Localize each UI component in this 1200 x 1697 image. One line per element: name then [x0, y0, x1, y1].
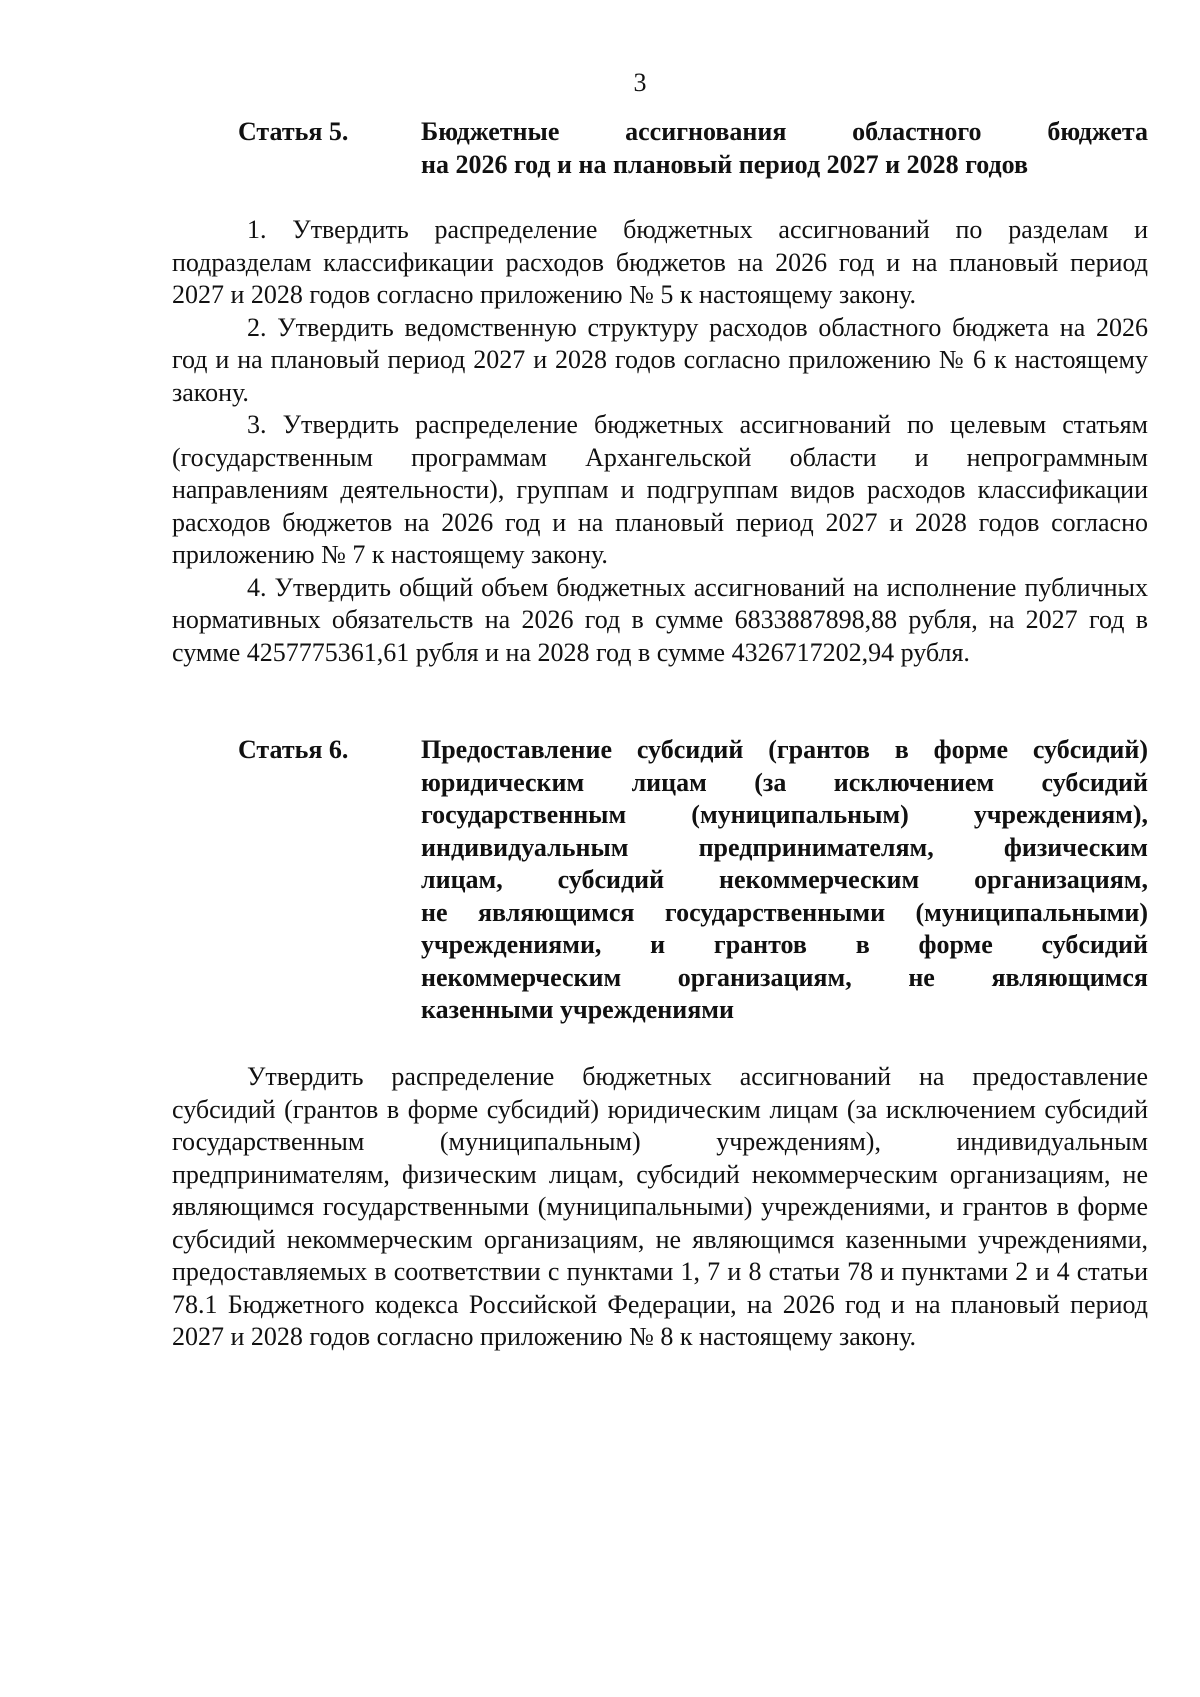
article-5-title — [421, 116, 1148, 181]
article-6-label: Статья 6. — [238, 735, 349, 764]
article-6-title-line: индивидуальным предпринимателям, физическим — [421, 832, 1148, 862]
article-6-title — [421, 734, 1148, 1027]
article-5-paragraph-3: 3. Утвердить распределение бюджетных ассигнований по целевым статьям (государственным программам Архангельской области и непрограммным направлениям деятельности), группам и подгруппам видов расходов классификации расходов бюджетов на 2026 год и на плановый период 2027 и 2028 годов согласно приложению № 7 к настоящему закону. — [172, 410, 1148, 569]
article-5-body — [172, 214, 1148, 669]
article-6-title-line: государственным (муниципальным) учреждениям), — [421, 800, 1148, 829]
article-6-title-line: некоммерческим организациям, не являющимся — [421, 962, 1148, 992]
article-5-title-line: на 2026 год и на плановый период 2027 и 2028 годов — [421, 149, 1029, 179]
article-6-title-line: не являющимся государственными (муниципальными) — [421, 897, 1148, 927]
article-6-body — [172, 1061, 1148, 1354]
article-5-label: Статья 5. — [238, 117, 349, 146]
article-6-heading — [238, 734, 1148, 1027]
article-6-title-line: учреждениями, и грантов в форме субсидий — [421, 930, 1148, 959]
article-6-paragraph-1: Утвердить распределение бюджетных ассигнований на предоставление субсидий (грантов в форме субсидий) юридическим лицам (за исключением субсидий государственным (муниципальным) учреждениям), индивидуальным предпринимателям, физическим лицам, субсидий некоммерческим организациям, не являющимся государственными (муниципальными) учреждениями, и грантов в форме субсидий некоммерческим организациям, не являющимся казенными учреждениями, предоставляемых в соответствии с пунктами 1, 7 и 8 статьи 78 и пунктами 2 и 4 статьи 78.1 Бюджетного кодекса Российской Федерации, на 2026 год и на плановый период 2027 и 2028 годов согласно приложению № 8 к настоящему закону. — [172, 1062, 1148, 1351]
article-6-title-line: лицам, субсидий некоммерческим организациям, — [421, 865, 1148, 894]
article-6-title-line: казенными учреждениями — [421, 995, 734, 1024]
article-5-title-line: Бюджетные ассигнования областного бюджета — [421, 117, 1148, 146]
article-5-paragraph-1: 1. Утвердить распределение бюджетных ассигнований по разделам и подразделам классификации расходов бюджетов на 2026 год и на плановый период 2027 и 2028 годов согласно приложению № 5 к настоящему закону. — [172, 215, 1148, 309]
article-5-heading — [238, 116, 1148, 181]
article-5-paragraph-2: 2. Утвердить ведомственную структуру расходов областного бюджета на 2026 год и на плановый период 2027 и 2028 годов согласно приложению № 6 к настоящему закону. — [172, 312, 1148, 407]
article-6-title-line: юридическим лицам (за исключением субсидий — [421, 767, 1148, 797]
article-5-paragraph-4: 4. Утвердить общий объем бюджетных ассигнований на исполнение публичных нормативных обязательств на 2026 год в сумме 6833887898,88 рубля, на 2027 год в сумме 4257775361,61 рубля и на 2028 год в сумме 4326717202,94 рубля. — [172, 572, 1148, 667]
article-6-title-line: Предоставление субсидий (грантов в форме субсидий) — [421, 735, 1148, 764]
page-number: 3 — [633, 68, 647, 97]
